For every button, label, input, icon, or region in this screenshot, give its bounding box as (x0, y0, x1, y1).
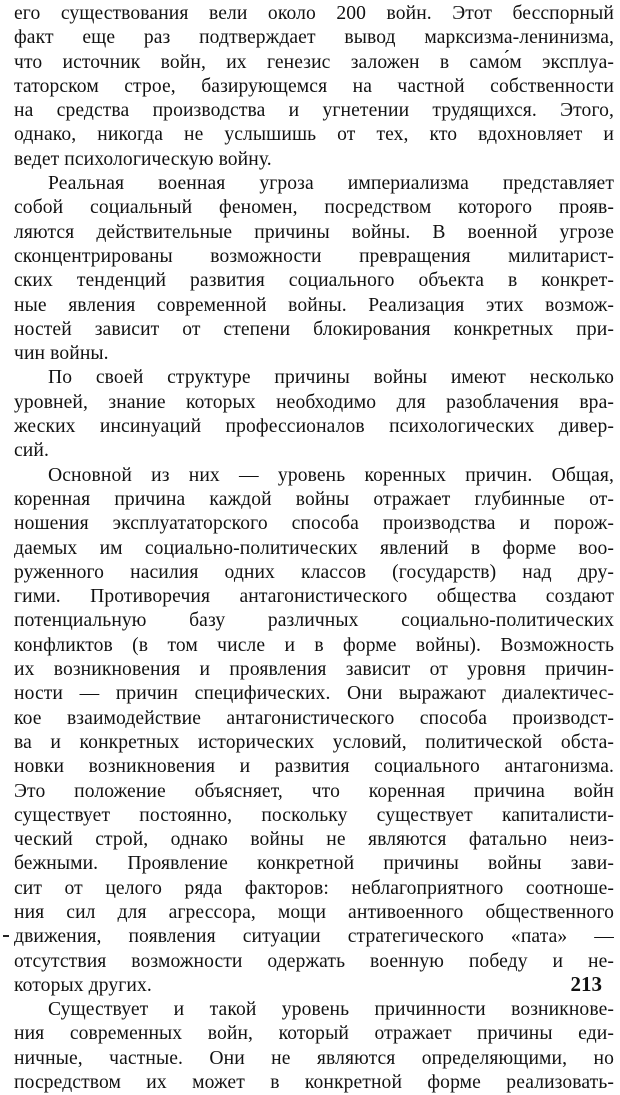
text-line: ничные, частные. Они не являются определяющими, но (14, 1047, 614, 1069)
text-line: ских тенденций развития социального объекта в конкрет- (14, 270, 614, 292)
text-line: ностей зависит от степени блокирования конкретных при- (14, 318, 614, 340)
paragraph (14, 998, 614, 1095)
text-line: ведет психологическую войну. (14, 148, 272, 170)
book-page (14, 2, 614, 1095)
text-line: ные явления современной войны. Реализация этих возмож- (14, 294, 614, 316)
text-line: новки возникновения и развития социального антагонизма. (14, 756, 614, 778)
text-line: ва и конкретных исторических условий, политической обста- (14, 731, 614, 753)
text-line: потенциальную базу различных социально-политических (14, 610, 614, 632)
text-line: посредством их может в конкретной форме реализовать- (14, 1072, 614, 1094)
page-number: 213 (570, 972, 602, 996)
text-line: его существования вели около 200 войн. Этот бесспорный (14, 3, 614, 24)
text-line: кое взаимодействие антагонистического способа производст- (14, 707, 614, 729)
text-line: ния сил для агрессора, мощи антивоенного общественного (14, 901, 614, 923)
text-line: гими. Противоречия антагонистического общества создают (14, 586, 614, 608)
text-line: ношения эксплуататорского способа производства и порож- (14, 513, 614, 535)
margin-mark (3, 935, 9, 937)
text-line: таторском строе, базирующемся на частной собственности (14, 75, 614, 97)
text-line: Реальная военная угроза империализма представляет (48, 173, 614, 195)
text-line: отсутствия возможности одержать военную победу и не- (14, 950, 614, 972)
text-line: Основной из них — уровень коренных причин. Общая, (48, 464, 614, 486)
text-line: коренная причина каждой войны отражает глубинные от- (14, 488, 614, 510)
text-line: существует постоянно, поскольку существует капиталисти- (14, 804, 614, 826)
paragraph (14, 464, 614, 999)
text-line: сий. (14, 440, 49, 462)
text-line: ния современных войн, который отражает причины еди- (14, 1023, 614, 1045)
text-line: сконцентрированы возможности превращения милитарист- (14, 245, 614, 267)
text-line: однако, никогда не услышишь от тех, кто вдохновляет и (14, 124, 614, 146)
text-line: их возникновения и проявления зависит от уровня причин- (14, 659, 614, 681)
text-line: конфликтов (в том числе и в форме войны). Возможность (14, 634, 614, 656)
text-line: уровней, знание которых необходимо для разоблачения вра- (14, 391, 614, 413)
text-line: По своей структуре причины войны имеют несколько (48, 367, 614, 389)
text-line: собой социальный феномен, посредством которого прояв- (14, 197, 614, 219)
text-line: руженного насилия одних классов (государств) над дру- (14, 561, 614, 583)
text-line: сит от целого ряда факторов: неблагоприятного соотноше- (14, 877, 614, 899)
text-line: бежными. Проявление конкретной причины войны зави- (14, 853, 614, 875)
text-line: жеских инсинуаций профессионалов психологических дивер- (14, 416, 614, 438)
paragraph (14, 172, 614, 366)
paragraph (14, 2, 614, 172)
text-line: ляются действительные причины войны. В военной угрозе (14, 221, 614, 243)
text-line: Существует и такой уровень причинности возникнове- (48, 999, 614, 1021)
text-line: на средства производства и угнетении трудящихся. Этого, (14, 100, 614, 122)
text-line: ческий строй, однако войны не являются фатально неиз- (14, 829, 614, 851)
text-line: чин войны. (14, 343, 109, 365)
text-line: движения, появления ситуации стратегического «пата» — (14, 926, 614, 948)
text-line: факт еще раз подтверждает вывод марксизма-ленинизма, (14, 27, 614, 49)
text-line: которых других. (14, 974, 152, 996)
text-line: Это положение объясняет, что коренная причина войн (14, 780, 614, 802)
text-line: даемых им социально-политических явлений в форме воо- (14, 537, 614, 559)
paragraph (14, 366, 614, 463)
text-line: ности — причин специфических. Они выражают диалектичес- (14, 683, 614, 705)
text-line: что источник войн, их генезис заложен в само́м эксплуа- (14, 51, 614, 73)
